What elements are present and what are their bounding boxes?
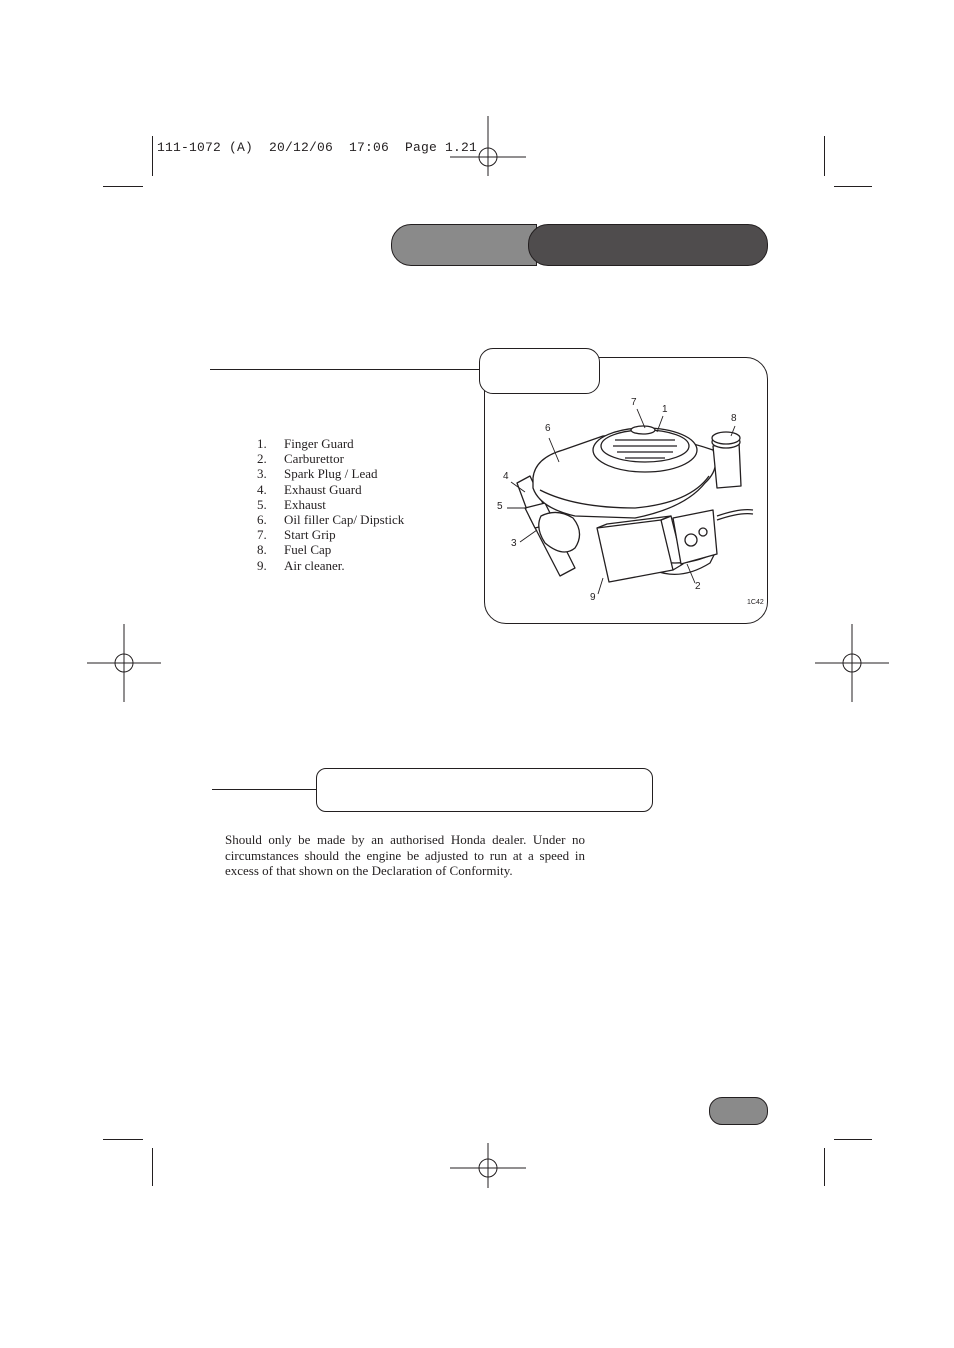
section-rule-engine: [210, 369, 480, 370]
list-item: 5. Exhaust: [257, 496, 326, 512]
engine-figure-frame: [484, 357, 768, 624]
figure-callout: 9: [590, 592, 596, 603]
crop-mark-top-left-horizontal: [103, 186, 143, 187]
registration-mark-top-icon: [448, 116, 528, 196]
figure-title-tab: [479, 348, 600, 394]
figure-callout: 5: [497, 501, 503, 512]
list-item: 4. Exhaust Guard: [257, 481, 362, 497]
figure-callout: 8: [731, 413, 737, 424]
section-title-box: [316, 768, 653, 812]
header-title-tab: [528, 224, 768, 266]
header-section-tab: [391, 224, 537, 266]
list-item: 2. Carburettor: [257, 451, 344, 467]
crop-mark-bottom-left-horizontal: [103, 1139, 143, 1140]
engine-illustration: [485, 358, 767, 623]
list-item: 8. Fuel Cap: [257, 542, 332, 558]
figure-callout: 4: [503, 471, 509, 482]
figure-code: 1C42: [747, 599, 764, 606]
figure-callout: 1: [662, 404, 668, 415]
figure-callout: 6: [545, 423, 551, 434]
print-slug-line: 111-1072 (A) 20/12/06 17:06 Page 1.21: [157, 140, 478, 155]
crop-mark-top-left-vertical: [152, 136, 153, 176]
engine-parts-list: [257, 436, 404, 573]
registration-mark-left-icon: [84, 624, 164, 704]
list-item: 3. Spark Plug / Lead: [257, 466, 378, 482]
crop-mark-top-right-vertical: [824, 136, 825, 176]
registration-mark-right-icon: [812, 624, 892, 704]
registration-mark-bottom-icon: [448, 1140, 528, 1190]
adjustment-paragraph: Should only be made by an authorised Honda dealer. Under no circumstances should the engine be adjusted to run at a speed in excess of that shown on the Declaration of Conformity.: [225, 832, 585, 878]
list-item: 7. Start Grip: [257, 527, 336, 543]
list-item: 9. Air cleaner.: [257, 557, 345, 573]
figure-callout: 2: [695, 581, 701, 592]
page-number-tab: [709, 1097, 768, 1125]
crop-mark-bottom-right-horizontal: [834, 1139, 872, 1140]
list-item: 1. Finger Guard: [257, 436, 354, 451]
crop-mark-bottom-left-vertical: [152, 1148, 153, 1186]
list-item: 6. Oil filler Cap/ Dipstick: [257, 512, 405, 528]
figure-callout: 3: [511, 538, 517, 549]
crop-mark-bottom-right-vertical: [824, 1148, 825, 1186]
figure-callout: 7: [631, 397, 637, 408]
crop-mark-top-right-horizontal: [834, 186, 872, 187]
section-rule-adjustments: [212, 789, 317, 790]
